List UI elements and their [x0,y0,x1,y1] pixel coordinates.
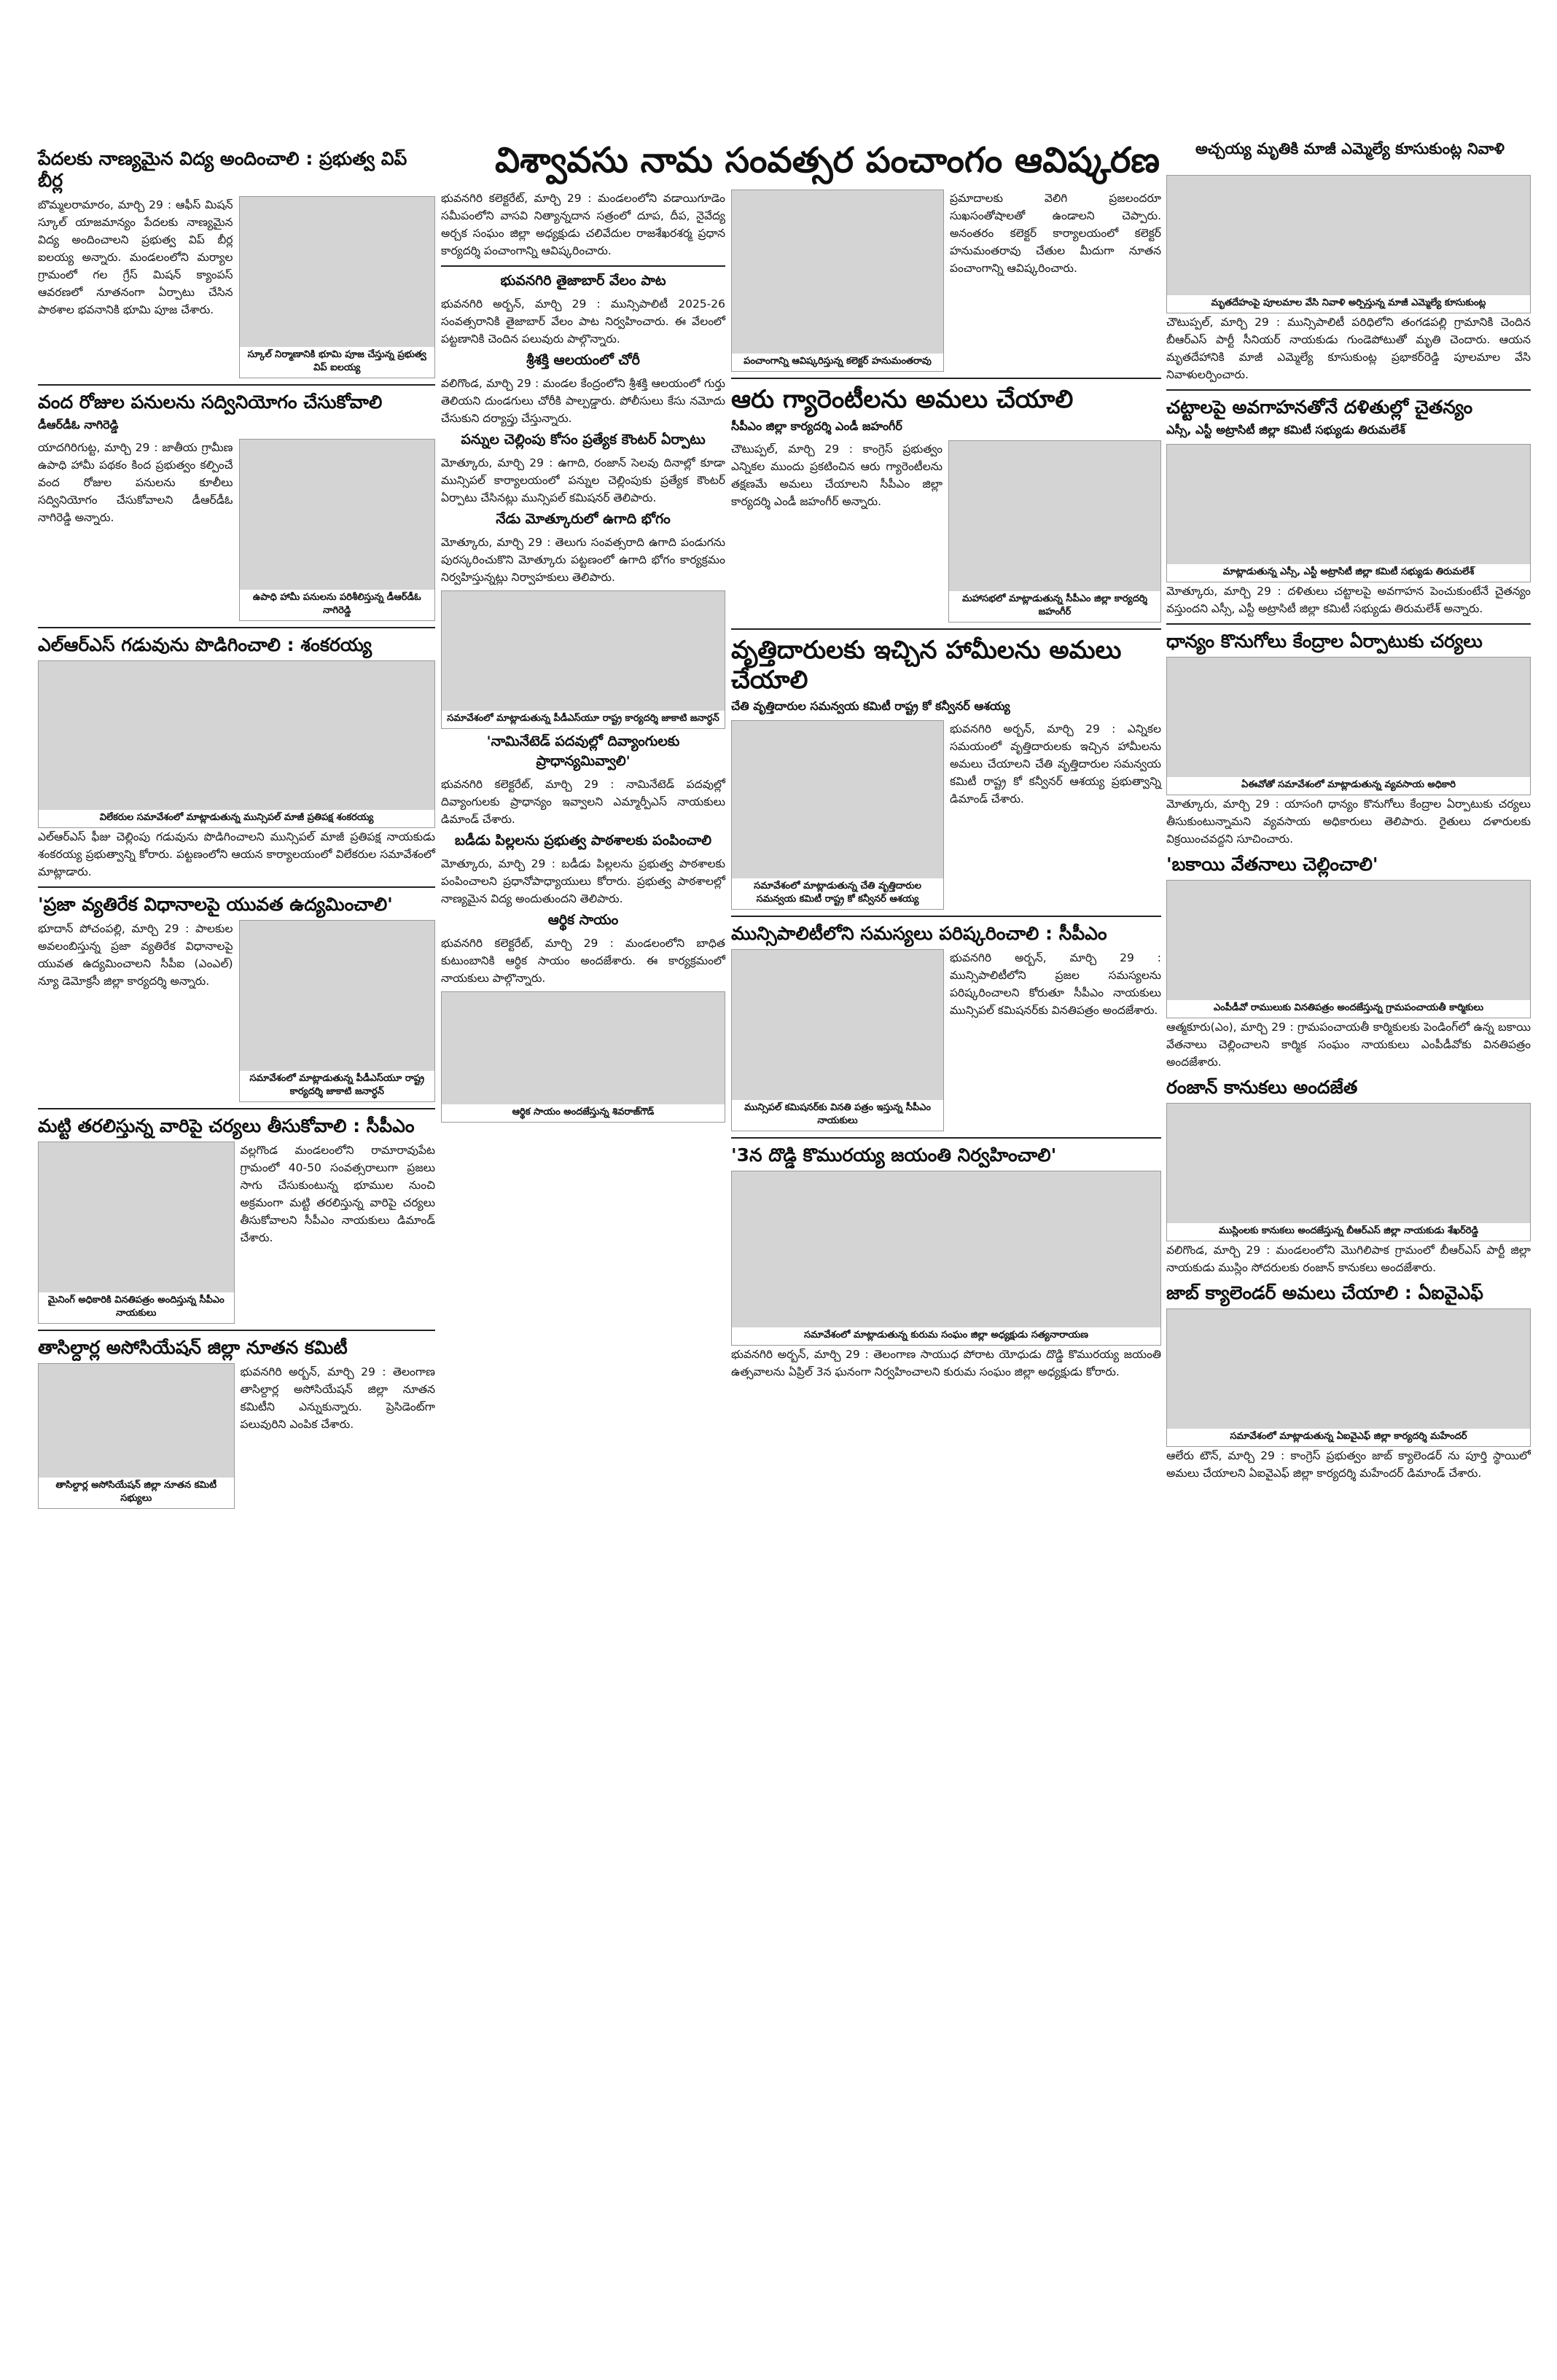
headline: వంద రోజుల పనులను సద్వినియోగం చేసుకోవాలి [38,391,383,413]
byline: డీఆర్‌డీఓ నాగిరెడ్డి [38,418,119,432]
headline: 'ప్రజా వ్యతిరేక విధానాలపై యువత ఉద్యమించాలి' [38,894,393,916]
article-text: బొమ్మలరామారం, మార్చి 29 : ఆఫీస్ మిషన్ స్కూల్ యాజమాన్యం పేదలకు నాణ్యమైన విద్య అందించాలని ప్రభుత్వ విప్ బీర్ల ఐలయ్య అన్నారు. మండలంలోని మర్యాల గ్రామంలో గల గ్రేస్ మిషన్ క్యాంపస్ ఆవరణలో నూతనంగా ఏర్పాటు చేసిన పాఠశాల భవనానికి భూమి పూజ చేశారు. [38,198,233,317]
article-text: వలిగొండ, మార్చి 29 : మండలంలోని మొగిలిపాక గ్రామంలో బీఆర్ఎస్ పార్టీ జిల్లా నాయకుడు ముస్లిం సోదరులకు రంజాన్ కానుకలు అందజేశారు. [1166,1244,1531,1275]
photo [1166,657,1531,795]
photo [38,660,435,828]
photo-caption: మైనింగ్ అధికారికి వినతిపత్రం అందిస్తున్న సీపీఎం నాయకులు [39,1292,234,1323]
headline: వృత్తిదారులకు ఇచ్చిన హామీలను అమలు చేయాలి [731,635,1122,695]
headline: ఆర్థిక సాయం [547,912,619,929]
photo [239,439,436,621]
article-text: భువనగిరి కలెక్టరేట్, మార్చి 29 : మండలంలోని వడాయిగూడెం సమీపంలోని వాసవి నిత్యాన్నదాన సత్రంలో దూప, దీప, నైవేద్య అర్చక సంఘం జిల్లా అధ్యక్షుడు చలివేదుల రాజశేఖరశర్మ ప్రధాన కార్యదర్శి పంచాంగాన్ని ఆవిష్కరించారు. [441,192,725,258]
column-3 [731,190,1161,1385]
column-2 [441,190,725,1123]
photo-caption: తాసిల్దార్ల అసోసియేషన్ జిల్లా నూతన కమిటీ సభ్యులు [39,1478,234,1508]
headline: ధాన్యం కొనుగోలు కేంద్రాల ఏర్పాటుకు చర్యలు [1166,631,1483,652]
photo-caption: ఎంపీడీవో రాములుకు వినతిపత్రం అందజేస్తున్న గ్రామపంచాయతీ కార్మికులు [1167,1000,1530,1018]
photo-caption: మాట్లాడుతున్న ఎస్సీ, ఎస్టీ అట్రాసిటీ జిల్లా కమిటీ సభ్యుడు తిరుమలేశ్ [1167,564,1530,582]
byline: సీపీఎం జిల్లా కార్యదర్శి ఎండీ జహంగీర్ [731,418,902,433]
photo [1166,880,1531,1018]
headline: మట్టి తరలిస్తున్న వారిపై చర్యలు తీసుకోవాలి : సీపీఎం [38,1115,415,1137]
headline: జాబ్ క్యాలెండర్ అమలు చేయాలి : ఏఐవైఎఫ్ [1166,1282,1483,1304]
article-text: వలిగొండ, మార్చి 29 : మండల కేంద్రంలోని శ్రీశక్తి ఆలయంలో గుర్తు తెలియని దుండగులు చోరీకి పాల్పడ్డారు. పోలీసులు కేసు నమోదు చేసుకుని దర్యాప్తు చేస్తున్నారు. [441,377,725,426]
article-text: ఆత్మకూరు(ఎం), మార్చి 29 : గ్రామపంచాయతీ కార్మికులకు పెండింగ్‌లో ఉన్న బకాయి వేతనాలు చెల్లించాలని కార్మిక సంఘం నాయకులు ఎంపీడీవోకు వినతిపత్రం అందజేశారు. [1166,1021,1531,1069]
photo-caption: ముస్లింలకు కానుకలు అందజేస్తున్న బీఆర్ఎస్ జిల్లా నాయకుడు శేఖర్‌రెడ్డి [1167,1223,1530,1241]
article-text: భువనగిరి కలెక్టరేట్, మార్చి 29 : మండలంలోని బాధిత కుటుంబానికి ఆర్థిక సాయం అందజేశారు. ఈ కార్యక్రమంలో నాయకులు పాల్గొన్నారు. [441,937,725,986]
article-text: చౌటుప్పల్, మార్చి 29 : మున్సిపాలిటీ పరిధిలోని తంగడపల్లి గ్రామానికి చెందిన బీఆర్ఎస్ పార్టీ సీనియర్ నాయకుడు గుండెపోటుతో మృతి చెందారు. ఆయన మృతదేహానికి మాజీ ఎమ్మెల్యే కూసుకుంట్ల ప్రభాకర్‌రెడ్డి పూలమాల వేసి నివాళులర్పించారు. [1166,316,1531,382]
main-headline: విశ్వావసు నామ సంవత్సర పంచాంగం ఆవిష్కరణ [494,140,1160,181]
headline: పేదలకు నాణ్యమైన విద్య అందించాలి : ప్రభుత్వ విప్ బీర్ల [38,148,407,191]
headline: శ్రీశక్తి ఆలయంలో చోరీ [526,352,640,369]
photo [239,196,436,378]
headline: భువనగిరి తైజాబార్ వేలం పాట [500,273,666,289]
photo-caption: ఏఈవోతో సమావేశంలో మాట్లాడుతున్న వ్యవసాయ అధికారి [1167,777,1530,795]
article-text: వల్లగొండ మండలంలోని రామారావుపేట గ్రామంలో 40-50 సంవత్సరాలుగా ప్రజలు సాగు చేసుకుంటున్న భూముల నుంచి అక్రమంగా మట్టి తరలిస్తున్న వారిపై చర్యలు తీసుకోవాలని సీపీఎం నాయకులు డిమాండ్ చేశారు. [240,1144,435,1245]
photo [441,590,725,729]
photo-caption: సమావేశంలో మాట్లాడుతున్న ఏఐవైఎఫ్ జిల్లా కార్యదర్శి మహేందర్ [1167,1429,1530,1446]
article-text: మోత్కూరు, మార్చి 29 : ఉగాది, రంజాన్ సెలవు దినాల్లో కూడా మున్సిపల్ కార్యాలయంలో పన్నుల చెల్లింపుకు ప్రత్యేక కౌంటర్ ఏర్పాటు చేసినట్లు మున్సిపల్ కమిషనర్ తెలిపారు. [441,456,725,505]
article-text: భువనగిరి అర్బన్, మార్చి 29 : మున్సిపాలిటీలోని ప్రజల సమస్యలను పరిష్కరించాలని కోరుతూ సీపీఎం నాయకులు మున్సిపల్ కమిషనర్‌కు వినతిపత్రం అందజేశారు. [950,951,1161,1018]
headline: పన్నుల చెల్లింపు కోసం ప్రత్యేక కౌంటర్ ఏర్పాటు [461,432,706,448]
photo-caption: మున్సిపల్ కమిషనర్‌కు వినతి పత్రం ఇస్తున్న సీపీఎం నాయకులు [732,1100,943,1131]
photo [1166,1308,1531,1447]
article-text: భువనగిరి కలెక్టరేట్, మార్చి 29 : నామినేటెడ్ పదవుల్లో దివ్యాంగులకు ప్రాధాన్యం ఇవ్వాలని ఎమ్మార్పీఎస్ నాయకులు డిమాండ్ చేశారు. [441,778,725,827]
headline: చట్టాలపై అవగాహనతోనే దళితుల్లో చైతన్యం [1166,397,1473,418]
headline: మున్సిపాలిటీలోని సమస్యలు పరిష్కరించాలి : సీపీఎం [731,923,1107,945]
article-text: భువనగిరి అర్బన్, మార్చి 29 : ఎన్నికల సమయంలో వృత్తిదారులకు ఇచ్చిన హామీలను అమలు చేయాలని చేతి వృత్తిదారుల సమన్వయ కమిటీ రాష్ట్ర కో కన్వీనర్ ఆశయ్య ప్రభుత్వాన్ని డిమాండ్ చేశారు. [950,722,1161,806]
article-text: భువనగిరి అర్బన్, మార్చి 29 : తెలంగాణ తాసిల్దార్ల అసోసియేషన్ జిల్లా నూతన కమిటీని ఎన్నుకున్నారు. ప్రెసిడెంట్‌గా పలువురిని ఎంపిక చేశారు. [240,1365,435,1432]
photo [948,440,1161,623]
photo [731,190,944,372]
photo-caption: స్కూల్ నిర్మాణానికి భూమి పూజ చేస్తున్న ప్రభుత్వ విప్ ఐలయ్య [240,347,435,378]
headline: 'బకాయి వేతనాలు చెల్లించాలి' [1166,854,1378,875]
article-text: ప్రమాదాలకు వెలిగి ప్రజలందరూ సుఖసంతోషాలతో ఉండాలని చెప్పారు. అనంతరం కలెక్టర్ కార్యాలయంలో కలెక్టర్ హనుమంతరావు చేతుల మీదుగా నూతన పంచాంగాన్ని ఆవిష్కరించారు. [950,192,1161,276]
article-text: చౌటుప్పల్, మార్చి 29 : కాంగ్రెస్ ప్రభుత్వం ఎన్నికల ముందు ప్రకటించిన ఆరు గ్యారెంటీలను తక్షణమే అమలు చేయాలని సీపీఎం జిల్లా కార్యదర్శి ఎండీ జహంగీర్ అన్నారు. [731,442,943,508]
article-text: భువనగిరి అర్బన్, మార్చి 29 : మున్సిపాలిటీ 2025-26 సంవత్సరానికి తైజాబార్ వేలం పాట నిర్వహించారు. ఈ వేలంలో పట్టణానికి చెందిన పలువురు పాల్గొన్నారు. [441,297,725,346]
article-text: మోత్కూరు, మార్చి 29 : దళితులు చట్టాలపై అవగాహన పెంచుకుంటేనే చైతన్యం వస్తుందని ఎస్సీ, ఎస్టీ అట్రాసిటీ జిల్లా కమిటీ సభ్యుడు తిరుమలేశ్ అన్నారు. [1166,585,1531,616]
headline: ఆరు గ్యారెంటీలను అమలు చేయాలి [731,385,1074,414]
headline: రంజాన్ కానుకలు అందజేత [1166,1077,1358,1099]
photo [731,949,944,1131]
photo [1166,175,1531,313]
photo-caption: ఉపాధి హామీ పనులను పరిశీలిస్తున్న డీఆర్‌డీఓ నాగిరెడ్డి [240,590,435,620]
article-text: మోత్కూరు, మార్చి 29 : బడీడు పిల్లలను ప్రభుత్వ పాఠశాలకు పంపించాలని ప్రధానోపాధ్యాయులు కోరారు. ప్రభుత్వ పాఠశాలల్లో నాణ్యమైన విద్య అందుతుందని తెలిపారు. [441,857,725,906]
photo-caption: సమావేశంలో మాట్లాడుతున్న పీడీఎస్‌యూ రాష్ట్ర కార్యదర్శి జాకాటి జనార్ధన్ [240,1071,435,1101]
article-text: భూదాన్ పోచంపల్లి, మార్చి 29 : పాలకుల అవలంబిస్తున్న ప్రజా వ్యతిరేక విధానాలపై యువత ఉద్యమించాలని సీపీఐ (ఎంఎల్) న్యూ డెమోక్రసీ జిల్లా కార్యదర్శి అన్నారు. [38,922,233,988]
article-text: ఆలేరు టౌన్, మార్చి 29 : కాంగ్రెస్ ప్రభుత్వం జాబ్ క్యాలెండర్ ను పూర్తి స్థాయిలో అమలు చేయాలని ఏఐవైఎఫ్ జిల్లా కార్యదర్శి మహేందర్ డిమాండ్ చేశారు. [1166,1449,1531,1480]
headline: బడీడు పిల్లలను ప్రభుత్వ పాఠశాలకు పంపించాలి [454,832,712,849]
photo-caption: మహాసభలో మాట్లాడుతున్న సీపీఎం జిల్లా కార్యదర్శి జహంగీర్ [949,591,1160,622]
article-text: మోత్కూరు, మార్చి 29 : యాసంగి ధాన్యం కొనుగోలు కేంద్రాల ఏర్పాటుకు చర్యలు తీసుకుంటున్నామని వ్యవసాయ అధికారులు తెలిపారు. రైతులు దళారులకు విక్రయించవద్దని సూచించారు. [1166,797,1531,846]
column-4 [1166,175,1531,1486]
photo-caption: సమావేశంలో మాట్లాడుతున్న కురుమ సంఘం జిల్లా అధ్యక్షుడు సత్యనారాయణ [732,1327,1160,1345]
column-1 [38,142,435,1509]
right-headline: అచ్చయ్య మృతికి మాజీ ఎమ్మెల్యే కూసుకుంట్ల నివాళి [1195,140,1505,157]
photo-caption: సమావేశంలో మాట్లాడుతున్న చేతి వృత్తిదారుల సమన్వయ కమిటీ రాష్ట్ర కో కన్వీనర్ ఆశయ్య [732,878,943,909]
article-text: ఎల్ఆర్ఎస్ ఫీజు చెల్లింపు గడువును పొడిగించాలని మున్సిపల్ మాజీ ప్రతిపక్ష నాయకుడు శంకరయ్య ప్రభుత్వాన్ని కోరారు. పట్టణంలోని ఆయన కార్యాలయంలో విలేకరుల సమావేశంలో మాట్లాడారు. [38,830,435,879]
photo [731,1171,1161,1346]
photo-caption: పంచాంగాన్ని ఆవిష్కరిస్తున్న కలెక్టర్ హనుమంతరావు [732,354,943,371]
headline: ఎల్ఆర్ఎస్ గడువును పొడిగించాలి : శంకరయ్య [38,634,372,655]
photo [1166,1103,1531,1241]
photo [38,1142,235,1324]
photo [731,720,944,910]
headline: 'నామినేటెడ్ పదవుల్లో దివ్యాంగులకు ప్రాధాన్యమివ్వాలి' [486,733,680,770]
photo [441,991,725,1123]
photo [1166,444,1531,582]
photo-caption: ఆర్థిక సాయం అందజేస్తున్న శివరాజ్‌గౌడ్ [442,1104,725,1122]
photo-caption: మృతదేహంపై పూలమాల వేసి నివాళి అర్పిస్తున్న మాజీ ఎమ్మెల్యే కూసుకుంట్ల [1167,295,1530,313]
article-text: భువనగిరి అర్బన్, మార్చి 29 : తెలంగాణ సాయుధ పోరాట యోధుడు దొడ్డి కొమురయ్య జయంతి ఉత్సవాలను ఏప్రిల్ 3న ఘనంగా నిర్వహించాలని కురుమ సంఘం జిల్లా అధ్యక్షుడు కోరారు. [731,1348,1161,1379]
headline: నేడు మోత్కూరులో ఉగాది భోగం [496,511,671,528]
article-text: మోత్కూరు, మార్చి 29 : తెలుగు సంవత్సరాది ఉగాది పండుగను పురస్కరించుకొని మోత్కూరు పట్టణంలో ఉగాది భోగం కార్యక్రమం నిర్వహిస్తున్నట్లు నిర్వాహకులు తెలిపారు. [441,536,725,585]
byline: ఎస్సీ, ఎస్టీ అట్రాసిటీ జిల్లా కమిటీ సభ్యుడు తిరుమలేశ్ [1166,423,1405,437]
photo-caption: విలేకరుల సమావేశంలో మాట్లాడుతున్న మున్సిపల్ మాజీ ప్రతిపక్ష శంకరయ్య [39,810,434,827]
byline: చేతి వృత్తిదారుల సమన్వయ కమిటీ రాష్ట్ర కో కన్వీనర్ ఆశయ్య [731,699,1010,714]
photo-caption: సమావేశంలో మాట్లాడుతున్న పీడీఎస్‌యూ రాష్ట్ర కార్యదర్శి జాకాటి జనార్ధన్ [442,711,725,728]
article-text: యాదగిరిగుట్ట, మార్చి 29 : జాతీయ గ్రామీణ ఉపాధి హామీ పథకం కింద ప్రభుత్వం కల్పించే వంద రోజుల పనులను కూలీలు సద్వినియోగం చేసుకోవాలని డీఆర్‌డీఓ నాగిరెడ్డి అన్నారు. [38,441,233,525]
headline: '3న దొడ్డి కొమురయ్య జయంతి నిర్వహించాలి' [731,1144,1057,1166]
headline: తాసిల్దార్ల అసోసియేషన్ జిల్లా నూతన కమిటీ [38,1337,348,1359]
photo [239,920,436,1102]
photo [38,1363,235,1509]
